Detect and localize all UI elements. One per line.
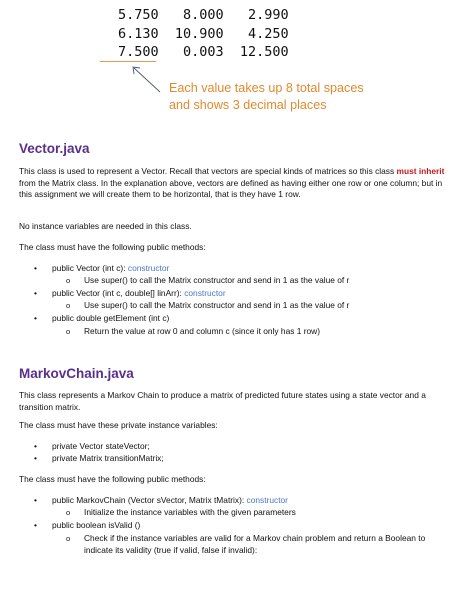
sub-bullet-glyph: o bbox=[66, 327, 71, 336]
markov-vars-intro: The class must have these private instance variables: bbox=[19, 420, 218, 430]
constructor-tag: constructor bbox=[246, 495, 288, 505]
method-description: Return the value at row 0 and column c (since it only has 1 row) bbox=[84, 326, 321, 336]
sub-bullet-glyph: o bbox=[66, 534, 71, 543]
bullet-glyph: • bbox=[34, 313, 37, 323]
must-inherit-emphasis: must inherit bbox=[396, 166, 445, 176]
vector-methods-intro: The class must have the following public methods: bbox=[19, 242, 206, 252]
markov-heading: MarkovChain.java bbox=[19, 366, 134, 381]
method-description: Use super() to call the Matrix constructor and send in 1 as the value of r bbox=[84, 300, 350, 310]
vector-heading: Vector.java bbox=[19, 141, 90, 156]
instance-variable: private Vector stateVector; bbox=[52, 441, 150, 451]
sub-bullet-glyph: o bbox=[66, 276, 71, 285]
bullet-glyph: • bbox=[34, 520, 37, 530]
bullet-glyph: • bbox=[34, 288, 37, 298]
method-sig-text: public Vector (int c, double[] linArr): bbox=[52, 288, 185, 298]
vector-intro-text: from the Matrix class. In the explanation above, vectors are defined as having either one row or one column; but in this assignment we will create them to be horizontal, that is they have 1 row. bbox=[19, 177, 443, 200]
vector-intro-text: This class is used to represent a Vector. Recall that vectors are special kinds of matrices so this class bbox=[19, 166, 397, 176]
constructor-tag: constructor bbox=[127, 263, 170, 273]
annotation-line: and shows 3 decimal places bbox=[169, 98, 327, 112]
annotation-line: Each value takes up 8 total spaces bbox=[169, 81, 364, 95]
method-signature bbox=[52, 288, 226, 300]
matrix-row: 7.500 0.003 12.500 bbox=[118, 44, 289, 60]
vector-intro bbox=[19, 166, 449, 201]
bullet-glyph: • bbox=[34, 495, 37, 505]
markov-intro: This class represents a Markov Chain to produce a matrix of predicted future states using a state vector and a transition matrix. bbox=[19, 390, 426, 412]
sub-bullet-glyph: o bbox=[66, 508, 71, 517]
format-annotation bbox=[169, 80, 364, 114]
markov-methods-intro: The class must have the following public methods: bbox=[19, 474, 206, 484]
method-signature bbox=[52, 495, 288, 507]
method-sig-text: public MarkovChain (Vector sVector, Matrix tMatrix): bbox=[52, 495, 247, 505]
bullet-glyph: • bbox=[34, 441, 37, 451]
method-signature bbox=[52, 263, 169, 275]
instance-variable: private Matrix transitionMatrix; bbox=[52, 453, 164, 463]
method-description: Check if the instance variables are valid for a Markov chain problem and return a Boolean to indicate its validity (true if valid, false if invalid): bbox=[84, 533, 426, 555]
method-signature: public double getElement (int c) bbox=[52, 313, 170, 323]
bullet-glyph: • bbox=[34, 263, 37, 273]
no-vars-text: No instance variables are needed in this class. bbox=[19, 221, 192, 231]
method-sig-text: public Vector (int c): bbox=[52, 263, 128, 273]
sub-bullet-glyph: o bbox=[66, 301, 71, 310]
method-description: Use super() to call the Matrix constructor and send in 1 as the value of r bbox=[84, 275, 350, 285]
matrix-row: 5.750 8.000 2.990 bbox=[118, 7, 289, 23]
matrix-row: 6.130 10.900 4.250 bbox=[118, 25, 289, 42]
constructor-tag: constructor bbox=[184, 288, 226, 298]
bullet-glyph: • bbox=[34, 453, 37, 463]
method-description: Initialize the instance variables with the given parameters bbox=[84, 507, 296, 517]
method-signature: public boolean isValid () bbox=[52, 520, 141, 530]
